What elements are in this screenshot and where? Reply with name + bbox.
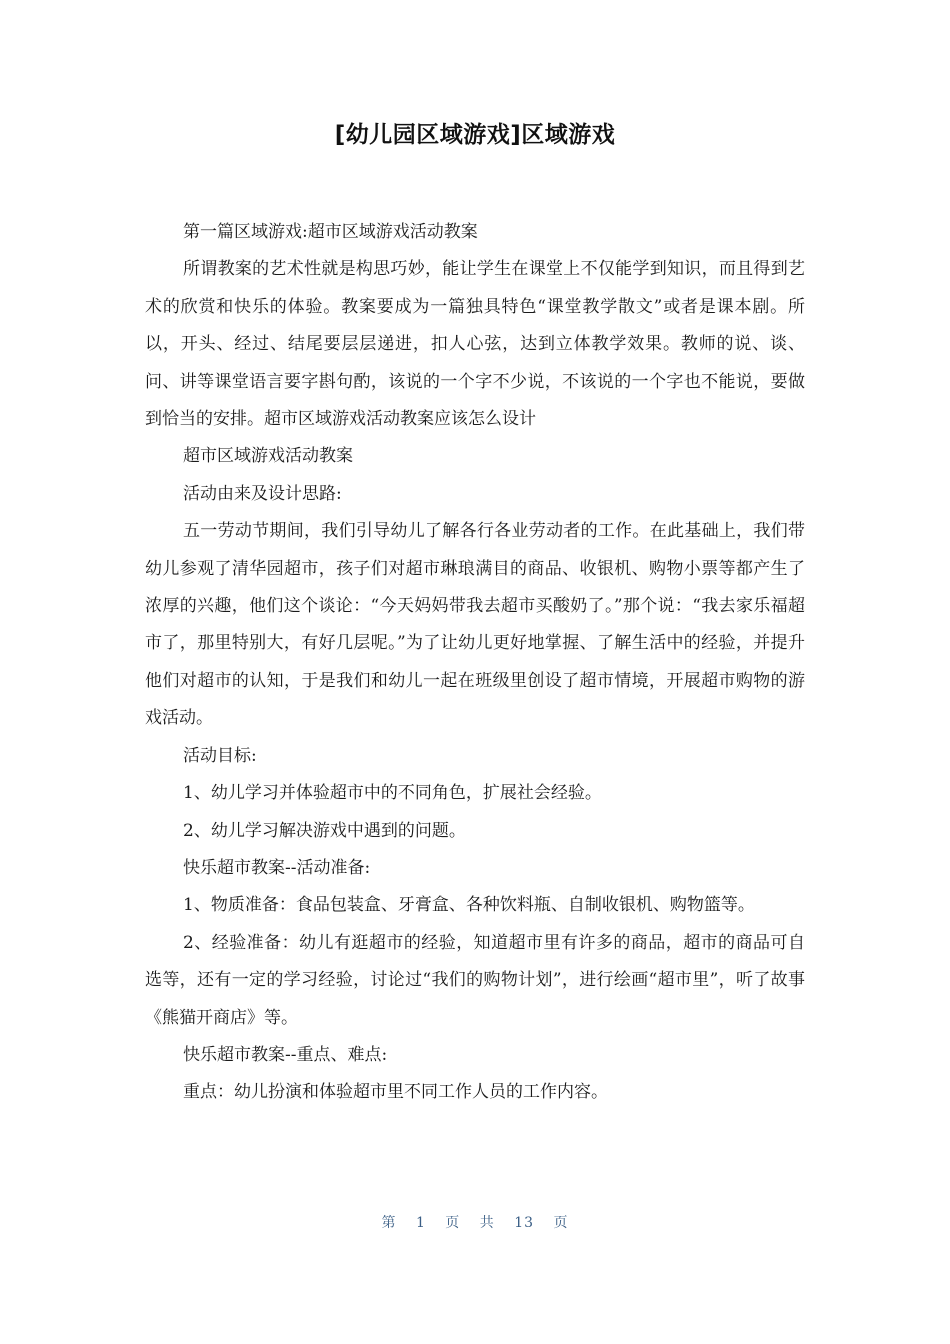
document-title: [幼儿园区域游戏]区域游戏: [334, 122, 616, 148]
section-heading: 第一篇区域游戏:超市区域游戏活动教案: [183, 222, 478, 242]
list-item: 2、经验准备：幼儿有逛超市的经验，知道超市里有许多的商品，超市的商品可自选等，还有一定的学习经验，讨论过“我们的购物计划”，进行绘画“超市里”，听了故事《熊猫开商店》等。: [145, 932, 805, 1028]
page-number: 第 1 页 共 13 页: [381, 1215, 569, 1231]
subheading: 快乐超市教案--重点、难点:: [183, 1044, 388, 1065]
subheading: 活动由来及设计思路:: [183, 483, 342, 504]
body-paragraph: 五一劳动节期间，我们引导幼儿了解各行各业劳动者的工作。在此基础上，我们带幼儿参观了清华园超市，孩子们对超市琳琅满目的商品、收银机、购物小票等都产生了浓厚的兴趣，他们这个谈论：“今天妈妈带我去超市买酸奶了。”那个说：“我去家乐福超市了，那里特别大，有好几层呢。”为了让幼儿更好地掌握、了解生活中的经验，并提升他们对超市的认知，于是我们和幼儿一起在班级里创设了超市情境，开展超市购物的游戏活动。: [145, 521, 805, 729]
list-item: 2、幼儿学习解决游戏中遇到的问题。: [183, 820, 466, 841]
body-paragraph: 所谓教案的艺术性就是构思巧妙，能让学生在课堂上不仅能学到知识，而且得到艺术的欣赏和快乐的体验。教案要成为一篇独具特色“课堂教学散文”或者是课本剧。所以，开头、经过、结尾要层层递进，扣人心弦，达到立体教学效果。教师的说、谈、问、讲等课堂语言要字斟句酌，该说的一个字不少说，不该说的一个字也不能说，要做到恰当的安排。超市区域游戏活动教案应该怎么设计: [145, 259, 805, 430]
document-body: [145, 214, 805, 1112]
list-item: 1、物质准备：食品包装盒、牙膏盒、各种饮料瓶、自制收银机、购物篮等。: [183, 895, 755, 916]
body-paragraph: 重点：幼儿扮演和体验超市里不同工作人员的工作内容。: [183, 1082, 608, 1103]
subheading: 快乐超市教案--活动准备:: [183, 857, 371, 878]
subheading: 超市区域游戏活动教案: [183, 446, 353, 467]
list-item: 1、幼儿学习并体验超市中的不同角色，扩展社会经验。: [183, 783, 602, 804]
subheading: 活动目标:: [183, 745, 257, 766]
